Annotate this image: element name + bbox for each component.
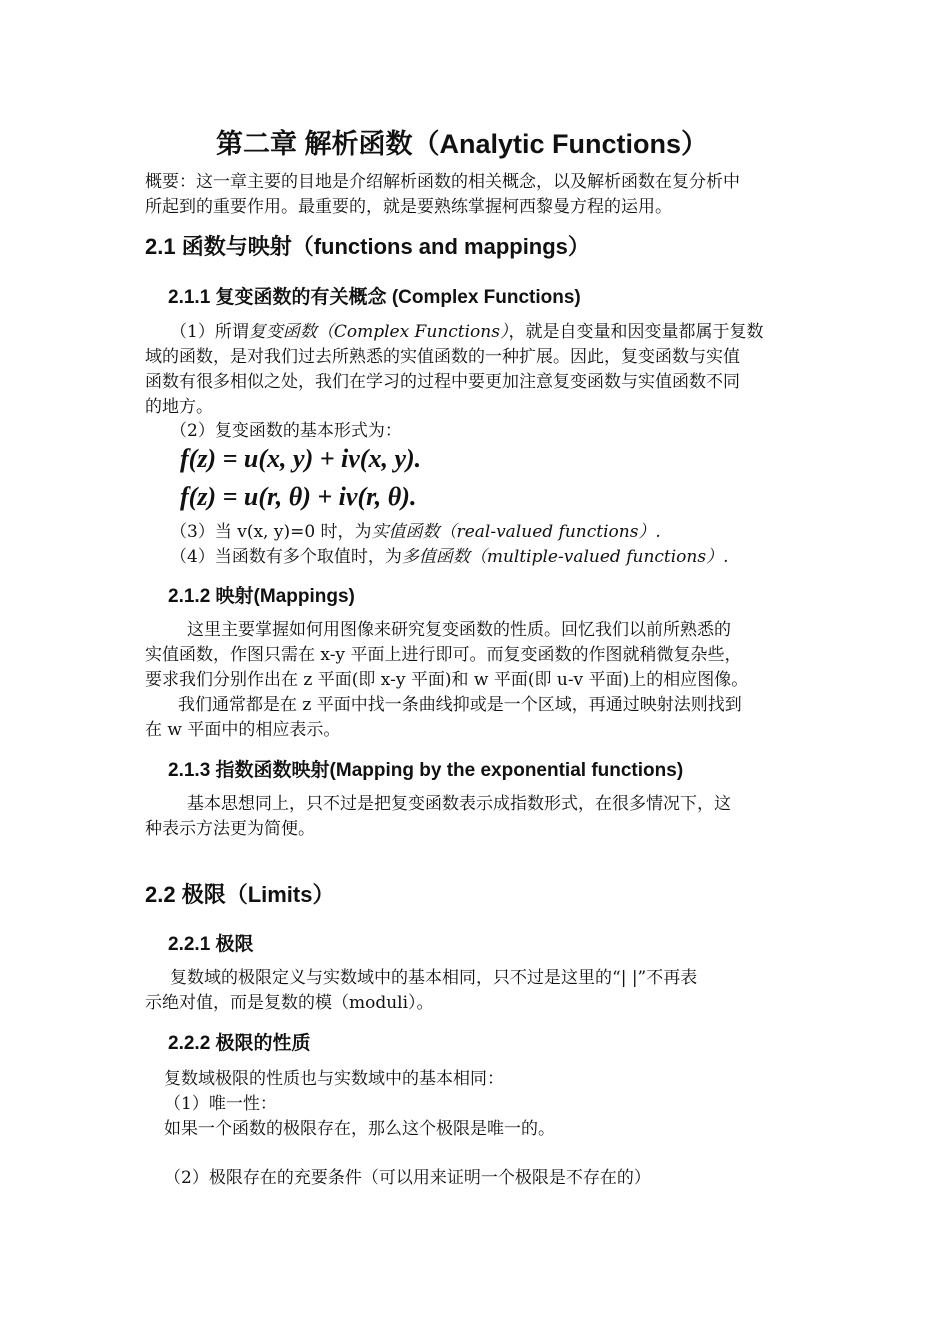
section-2-1-2-heading: 2.1.2 映射(Mappings) <box>168 586 355 607</box>
section-2-1-3-heading: 2.1.3 指数函数映射(Mapping by the exponential functions) <box>168 760 684 781</box>
para-2-1-1-line-3: 函数有很多相似之处，我们在学习的过程中要更加注意复变函数与实值函数不同 <box>145 372 740 392</box>
section-2-2-2-heading: 2.2.2 极限的性质 <box>168 1033 311 1054</box>
para-2-2-2-line-3: 如果一个函数的极限存在，那么这个极限是唯一的。 <box>164 1119 555 1139</box>
para-text: （3）当 v(x, y)=0 时，为 <box>170 522 372 542</box>
para-2-2-2-line-2: （1）唯一性： <box>164 1094 277 1114</box>
summary-line-1: 概要：这一章主要的目地是介绍解析函数的相关概念，以及解析函数在复分析中 <box>145 172 740 192</box>
para-2-1-2-line-4: 我们通常都是在 z 平面中找一条曲线抑或是一个区域，再通过映射法则找到 <box>178 695 742 715</box>
formula-cartesian: f(z) = u(x, y) + iv(x, y). <box>180 444 422 473</box>
term-multiple-valued: 多值函数（multiple-valued functions）. <box>401 547 729 567</box>
term-complex-functions: 复变函数（Complex Functions） <box>248 322 509 342</box>
para-2-1-1-line-2: 域的函数，是对我们过去所熟悉的实值函数的一种扩展。因此，复变函数与实值 <box>145 347 740 367</box>
chapter-title: 第二章 解析函数（Analytic Functions） <box>216 129 709 159</box>
para-2-1-1-item-4 <box>170 545 729 569</box>
para-2-1-2-line-5: 在 w 平面中的相应表示。 <box>145 720 341 740</box>
para-text: ，就是自变量和因变量都属于复数 <box>508 322 764 342</box>
section-2-1-heading: 2.1 函数与映射（functions and mappings） <box>145 234 590 259</box>
section-2-1-1-heading: 2.1.1 复变函数的有关概念 (Complex Functions) <box>168 287 581 308</box>
para-2-1-1-line-1 <box>170 320 763 344</box>
summary-line-2: 所起到的重要作用。最重要的，就是要熟练掌握柯西黎曼方程的运用。 <box>145 197 672 217</box>
formula-polar: f(z) = u(r, θ) + iv(r, θ). <box>180 482 417 511</box>
para-2-2-2-line-1: 复数域极限的性质也与实数域中的基本相同： <box>164 1069 504 1089</box>
section-2-2-heading: 2.2 极限（Limits） <box>145 882 335 907</box>
term-real-valued: 实值函数（real-valued functions）. <box>371 522 661 542</box>
para-2-1-2-line-1: 这里主要掌握如何用图像来研究复变函数的性质。回忆我们以前所熟悉的 <box>187 620 731 640</box>
section-2-2-1-heading: 2.2.1 极限 <box>168 934 254 955</box>
para-2-1-1-line-4: 的地方。 <box>145 397 213 417</box>
para-2-2-2-line-4: （2）极限存在的充要条件（可以用来证明一个极限是不存在的） <box>164 1168 651 1188</box>
para-2-1-2-line-2: 实值函数，作图只需在 x-y 平面上进行即可。而复变函数的作图就稍微复杂些， <box>145 645 742 665</box>
para-text: （1）所谓 <box>170 322 249 342</box>
para-text: （4）当函数有多个取值时，为 <box>170 547 402 567</box>
para-2-1-3-line-2: 种表示方法更为简便。 <box>145 819 315 839</box>
para-2-1-2-line-3: 要求我们分别作出在 z 平面(即 x-y 平面)和 w 平面(即 u-v 平面)上的相应图像。 <box>145 670 749 690</box>
para-2-2-1-line-1: 复数域的极限定义与实数域中的基本相同，只不过是这里的“| |”不再表 <box>170 968 698 988</box>
para-2-2-1-line-2: 示绝对值，而是复数的模（moduli）。 <box>145 993 434 1013</box>
para-2-1-1-item-3 <box>170 520 661 544</box>
para-2-1-1-item-2: （2）复变函数的基本形式为： <box>170 421 402 441</box>
para-2-1-3-line-1: 基本思想同上，只不过是把复变函数表示成指数形式，在很多情况下，这 <box>187 794 731 814</box>
